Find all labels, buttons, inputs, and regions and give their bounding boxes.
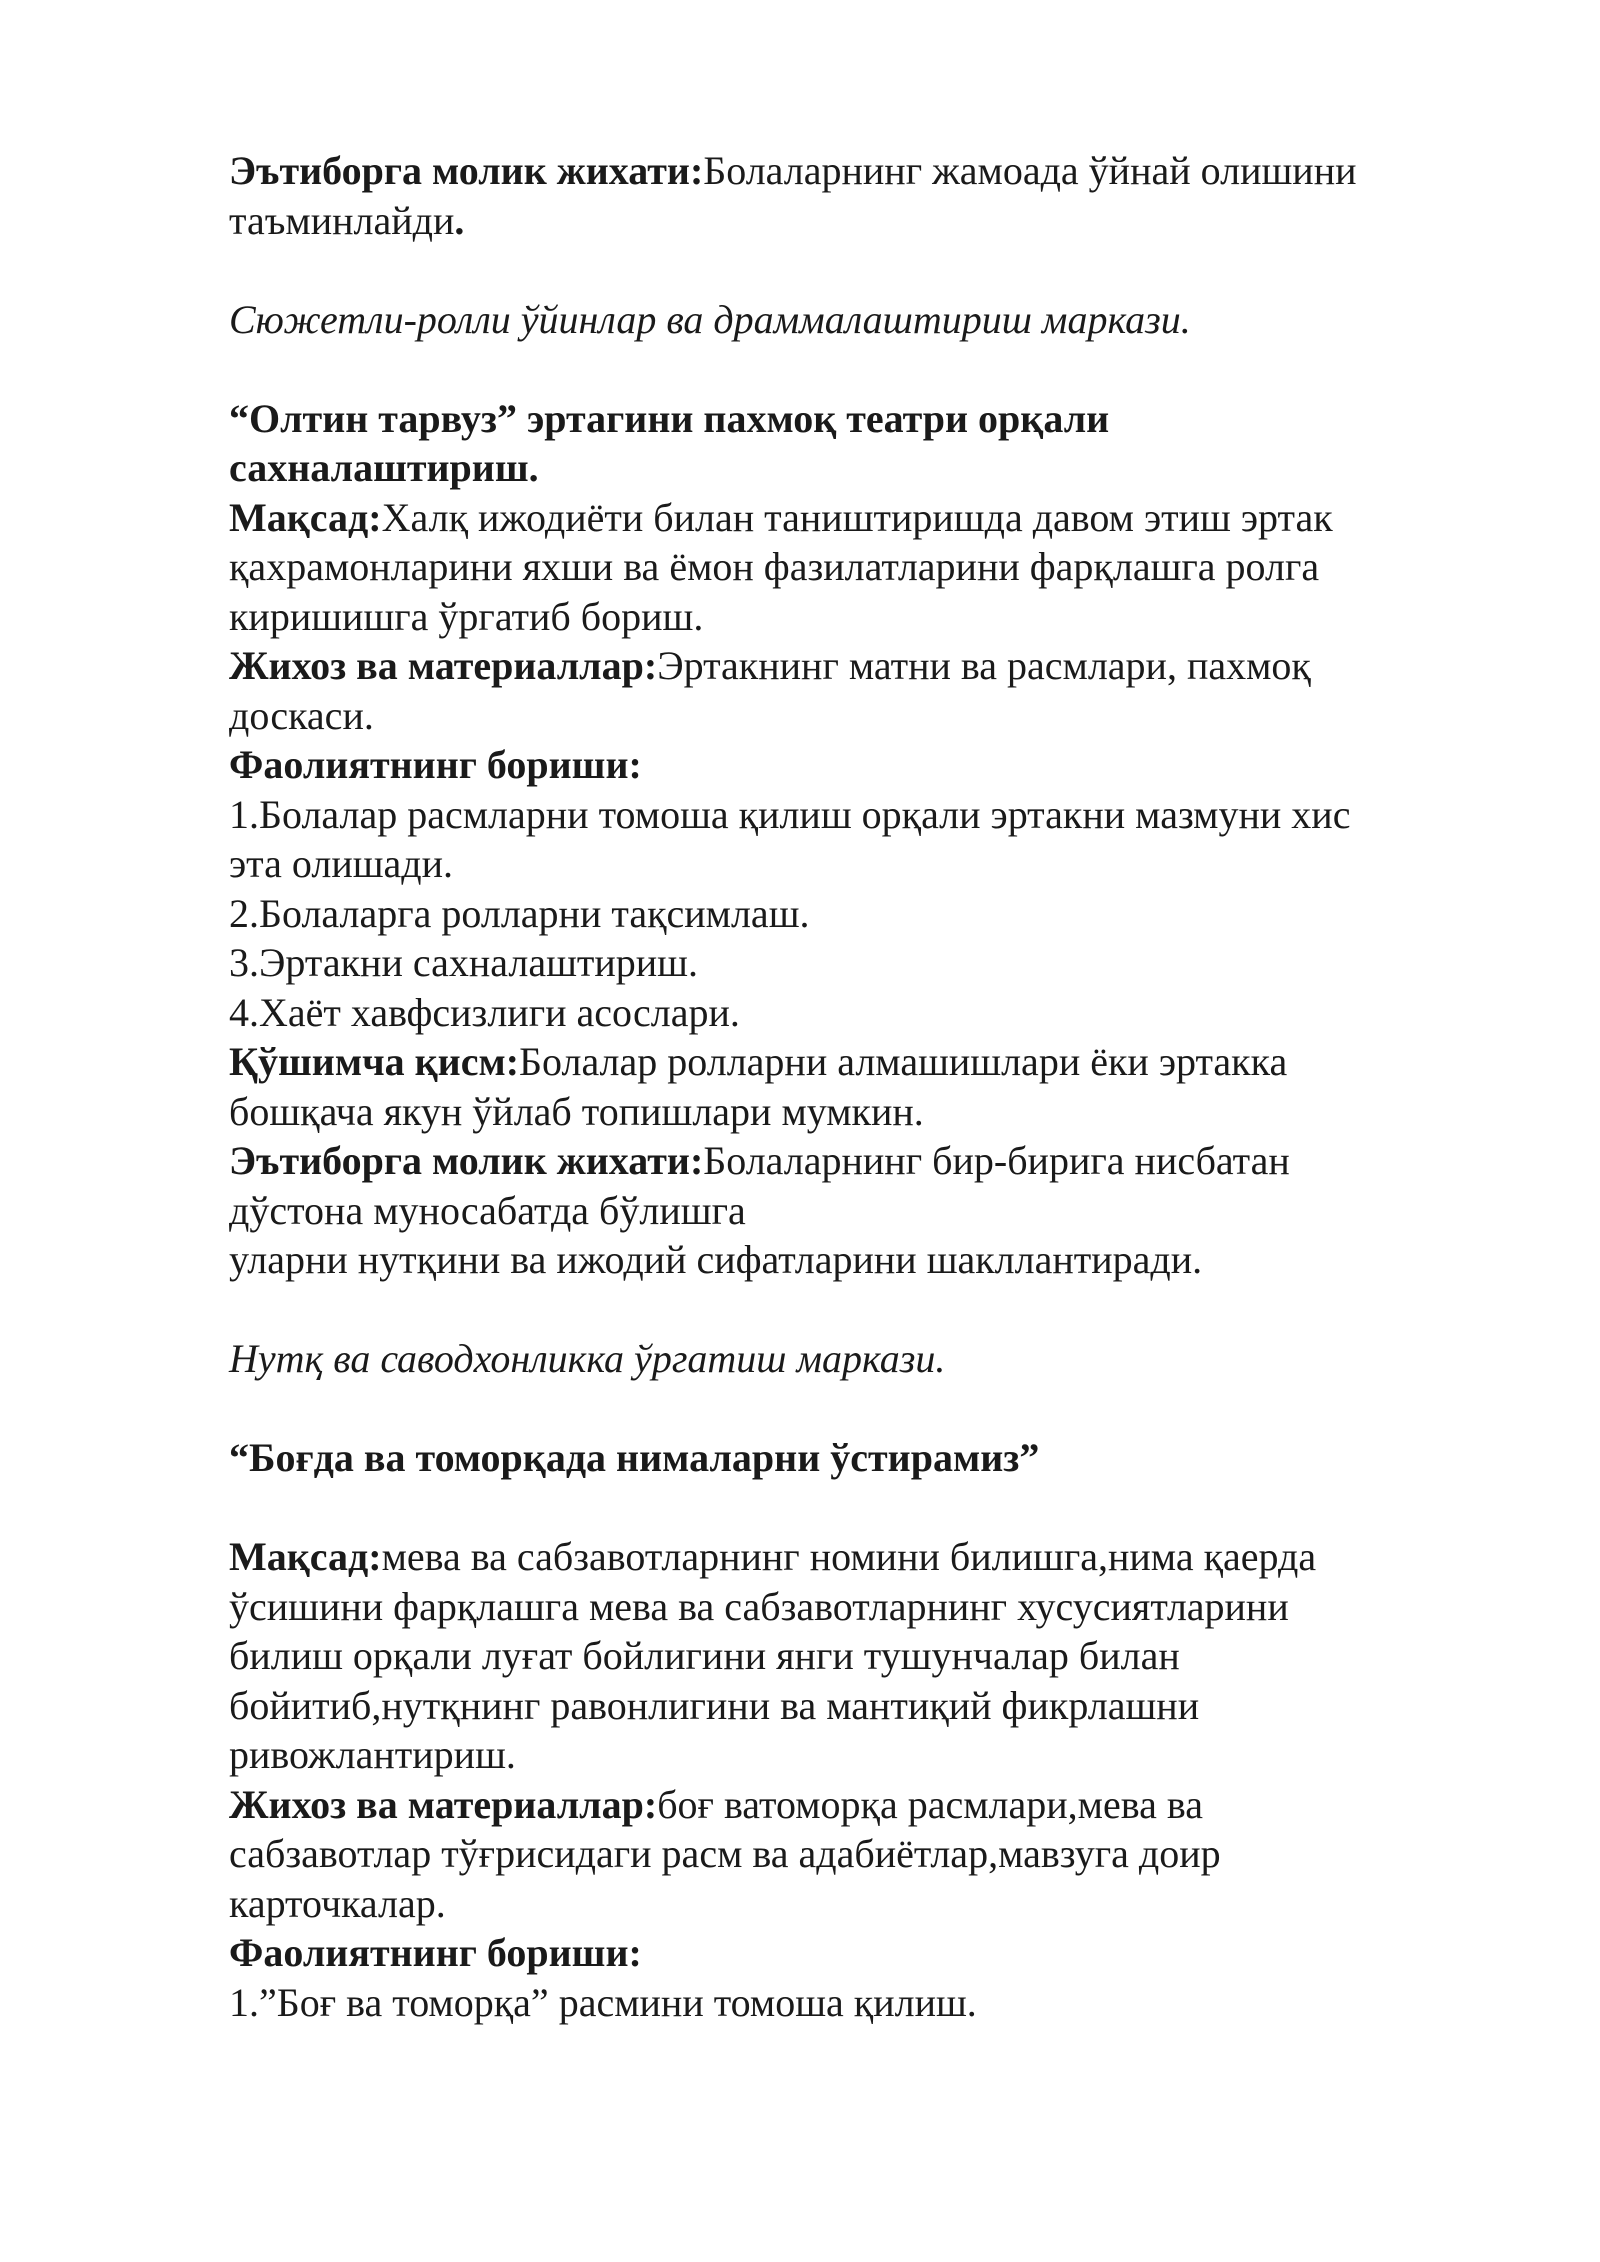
equipment-text: доскаси. [229, 692, 374, 738]
goal-label: Мақсад: [229, 1534, 382, 1579]
step-item: 1.”Боғ ва томорқа” расмини томоша қилиш. [229, 1979, 977, 2025]
goal-text: билиш орқали луғат бойлигини янги тушунчалар билан [229, 1633, 1180, 1678]
extra-text: Болалар ролларни алмашишлари ёки эртакка [519, 1039, 1288, 1084]
goal-text: ривожлантириш. [229, 1732, 516, 1777]
activity-title: сахналаштириш. [229, 445, 539, 490]
center-title: Сюжетли-ролли ўйинлар ва драммалаштириш маркази. [229, 296, 1191, 342]
process-label: Фаолиятнинг бориши: [229, 742, 642, 787]
equipment-text: сабзавотлар тўғрисидаги расм ва адабиётлар,мавзуга доир [229, 1831, 1221, 1876]
goal-text: бойитиб,нутқнинг равонлигини ва мантиқий фикрлашни [229, 1682, 1200, 1728]
process-label: Фаолиятнинг бориши: [229, 1930, 642, 1975]
note-text: дўстона муносабатда бўлишга [229, 1187, 746, 1233]
equipment-text: боғ ватоморқа расмлари,мева ва [657, 1781, 1203, 1827]
activity-title: “Боғда ва томорқада нималарни ўстирамиз” [229, 1435, 1040, 1480]
goal-text: ўсишини фарқлашга мева ва сабзавотларнинг хусусиятларини [229, 1583, 1289, 1629]
note-period: . [454, 197, 465, 243]
note-line [229, 1136, 1489, 1186]
step-item: 4.Хаёт хавфсизлиги асослари. [229, 989, 740, 1035]
extra-line [229, 1037, 1489, 1087]
equipment-text: Эртакнинг матни ва расмлари, пахмоқ [657, 643, 1311, 688]
extra-label: Қўшимча қисм: [229, 1039, 520, 1084]
equipment-line [229, 1780, 1489, 1830]
note-label: Эътиборга молик жихати: [229, 148, 704, 193]
note-line [229, 196, 1489, 246]
goal-text: мева ва сабзавотларнинг номини билишга,нима қаерда [381, 1534, 1317, 1579]
step-item: 3.Эртакни сахналаштириш. [229, 940, 698, 985]
activity-title: “Олтин тарвуз” эртагини пахмоқ театри орқали [229, 395, 1110, 441]
step-item: 2.Болаларга ролларни тақсимлаш. [229, 890, 810, 936]
goal-text: қахрамонларини яхши ва ёмон фазилатларини фарқлашга ролга [229, 544, 1320, 589]
center-title: Нутқ ва саводхонликка ўргатиш маркази. [229, 1336, 946, 1381]
note-text: таъминлайди [229, 197, 455, 243]
note-text: уларни нутқини ва ижодий сифатларини шакллантиради. [229, 1237, 1203, 1282]
goal-line [229, 493, 1489, 543]
goal-text: Халқ ижодиёти билан таништиришда давом этиш эртак [381, 494, 1333, 540]
document-page [229, 146, 1489, 2027]
equipment-label: Жихоз ва материаллар: [229, 643, 658, 688]
extra-text: бошқача якун ўйлаб топишлари мумкин. [229, 1088, 924, 1134]
step-item: эта олишади. [229, 841, 454, 886]
equipment-text: карточкалар. [229, 1880, 446, 1926]
equipment-line [229, 641, 1489, 691]
goal-text: киришишга ўргатиб бориш. [229, 593, 704, 639]
goal-line [229, 1532, 1489, 1582]
note-line [229, 146, 1489, 196]
note-text: Болаларнинг бир-бирига нисбатан [703, 1138, 1290, 1183]
goal-label: Мақсад: [229, 494, 382, 540]
note-text: Болаларнинг жамоада ўйнай олишини [703, 148, 1357, 193]
note-label: Эътиборга молик жихати: [229, 1138, 704, 1183]
step-item: 1.Болалар расмларни томоша қилиш орқали эртакни мазмуни хис [229, 791, 1351, 837]
equipment-label: Жихоз ва материаллар: [229, 1781, 658, 1827]
